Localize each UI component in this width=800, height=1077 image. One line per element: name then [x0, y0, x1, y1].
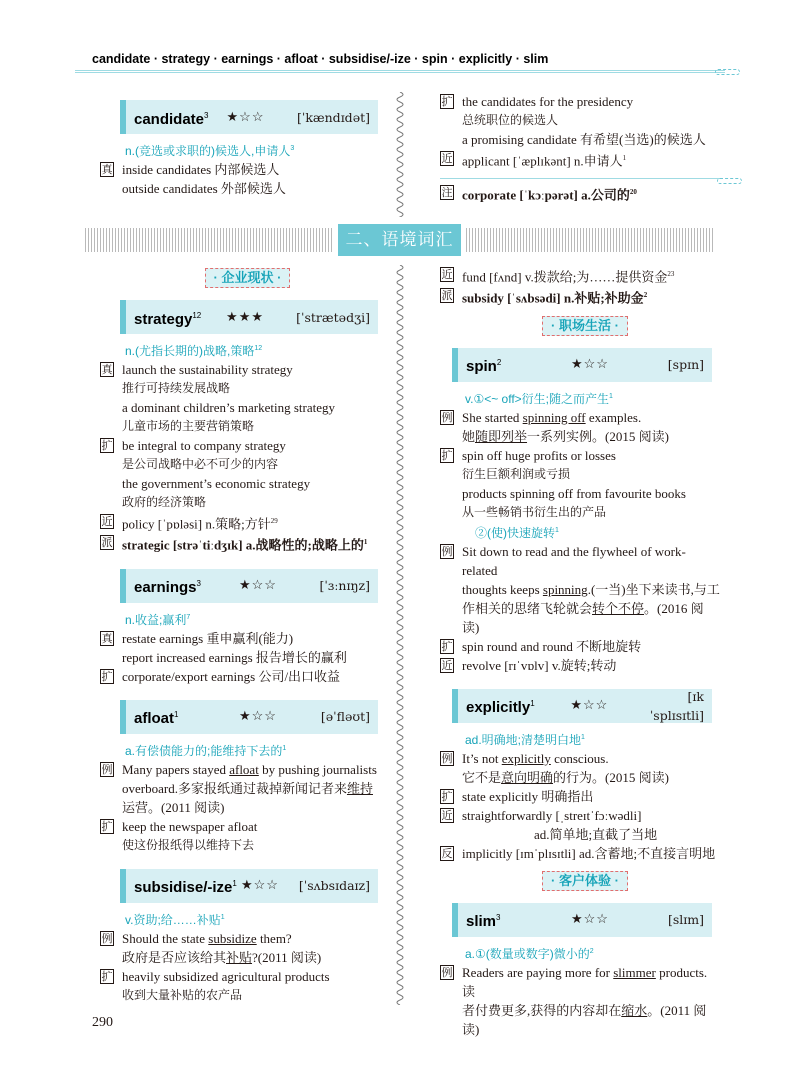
frequency-stars: ★☆☆ — [239, 578, 277, 594]
header-ornament — [715, 69, 740, 75]
expand-block: 扩 corporate/export earnings 公司/出口收益 — [101, 668, 341, 684]
frequency-stars: ★★★ — [226, 309, 265, 325]
expand-block: 扩 the candidates for the presidency 总统职位的候选人 a promising candidate 有希望(当选)的候选人 — [441, 94, 706, 147]
definition: n.(竞选或求职的)候选人,申请人$^3$ — [125, 144, 295, 158]
example-block: 例 Many papers stayed afloat by pushing journalists overboard.多家报纸通过裁掉新闻记者来维持 运营。(2011 阅读) — [101, 761, 377, 815]
word-box — [452, 689, 712, 723]
definition: ad.明确地;清楚明白地$^1$ — [465, 732, 585, 747]
pai-tag: 派 — [441, 289, 453, 303]
zhen-tag: 真 — [101, 163, 113, 176]
synonym-block: 近 applicant [ˈæplɪkənt] n.申请人$^1$ — [441, 152, 627, 169]
word-box — [452, 903, 712, 937]
section-title: 二、语境词汇 — [338, 224, 461, 256]
header-rule — [75, 70, 725, 73]
expand-block: 扩 spin off huge profits or losses 衍生巨额利润或亏损 products spinning off from favourite books 从一些畅销书衍生出的产品 — [441, 447, 686, 519]
expand-block: 扩 state explicitly 明确指出 — [441, 788, 594, 804]
li-tag: 例 — [441, 751, 453, 765]
column-divider-top — [392, 92, 408, 217]
phonetic: [ɪkˈsplɪsɪtli] — [649, 688, 705, 723]
phonetic: [slɪm] — [667, 912, 704, 928]
zhu-tag: 注 — [441, 186, 453, 200]
kuo-tag: 扩 — [441, 639, 453, 653]
li-tag: 例 — [441, 544, 453, 558]
example-block: 例 It’s not explicitly conscious. 它不是意向明确的行为。(2015 阅读) — [441, 750, 669, 785]
note-block: 注 corporate [ˈkɔːpərət] a.公司的$^{20}$ — [440, 178, 720, 204]
phonetic: [ˈsʌbsɪdaɪz] — [298, 878, 370, 894]
word-box — [120, 100, 378, 134]
frequency-stars: ★☆☆ — [570, 698, 609, 714]
definition: n.(尤指长期的)战略,策略$^{12}$ — [125, 344, 263, 358]
headword: spin$^2$ — [466, 358, 502, 376]
pai-tag: 派 — [101, 536, 113, 550]
kuo-tag: 扩 — [101, 439, 113, 452]
word-box — [120, 869, 378, 903]
li-tag: 例 — [441, 965, 453, 979]
definition: v.资助;给……补贴$^1$ — [125, 912, 225, 927]
zhen-tag: 真 — [101, 631, 113, 645]
kuo-tag: 扩 — [441, 448, 453, 462]
entry-slim — [440, 903, 720, 1039]
entry-strategy — [100, 300, 385, 555]
jin-tag: 近 — [441, 658, 453, 672]
word-box — [452, 348, 712, 382]
zhen-tag: 真 — [101, 363, 113, 376]
headword: earnings$^3$ — [134, 579, 201, 597]
page-number: 290 — [92, 1015, 113, 1030]
frequency-stars: ★☆☆ — [226, 109, 265, 125]
word-box — [120, 300, 378, 334]
category-customer: · 客户体验 · — [542, 871, 628, 891]
phonetic: [ˈɜːnɪŋz] — [319, 578, 370, 594]
expand-block: 扩 be integral to company strategy 是公司战略中必不可少的内容 the government’s economic strategy 政府的经济策略 — [101, 438, 311, 509]
entry-candidate-cont — [440, 92, 720, 205]
entry-earnings — [100, 569, 385, 686]
column-divider-bottom — [392, 265, 408, 1005]
expand-block: 扩 spin round and round 不断地旋转 — [441, 638, 642, 654]
li-tag: 例 — [441, 410, 453, 424]
example-block: 例 Readers are paying more for slimmer products.读 者付费更多,获得的内容却在缩水。(2011 阅读) — [441, 964, 708, 1037]
jin-tag: 近 — [441, 808, 453, 822]
expand-block: 扩 heavily subsidized agricultural products 收到大量补贴的农产品 — [101, 968, 330, 1002]
jin-tag: 近 — [441, 152, 453, 165]
definition: a.有偿债能力的;能维持下去的$^1$ — [125, 743, 287, 758]
example-block: 例 She started spinning off examples. 她随即列举一系列实例。(2015 阅读) — [441, 409, 669, 444]
headword: slim$^3$ — [466, 913, 501, 931]
definition-2: ②(使)快速旋转$^1$ — [475, 525, 559, 540]
headword: subsidise/-ize$^1$ — [134, 879, 237, 897]
definition-1: v.①<~ off>衍生;随之而产生$^1$ — [465, 391, 613, 406]
jin-tag: 近 — [441, 268, 453, 281]
example-block: 例 Sit down to read and the flywheel of work-related thoughts keeps spinning.(一当)坐下来读书,与工 作相关的思绪飞轮就会转个不停。(2016 阅读) — [441, 543, 720, 635]
phonetic: [ˈstrætədʒi] — [296, 309, 370, 325]
derivative-block: 派 strategic [strəˈtiːdʒɪk] a.战略性的;战略上的$^1$ — [101, 536, 368, 553]
kuo-tag: 扩 — [101, 969, 113, 983]
expand-block: 扩 keep the newspaper afloat 使这份报纸得以维持下去 — [101, 818, 258, 852]
definition: n.收益;赢利$^7$ — [125, 612, 191, 627]
entry-subsidise — [100, 869, 385, 1005]
headword: candidate$^3$ — [134, 110, 209, 128]
note-ornament — [717, 178, 742, 184]
phonetic: [spɪn] — [667, 357, 704, 373]
entry-candidate — [100, 100, 385, 198]
frequency-stars: ★☆☆ — [571, 357, 609, 373]
fan-tag: 反 — [441, 846, 453, 860]
kuo-tag: 扩 — [441, 95, 453, 108]
category-business: · 企业现状 · — [205, 268, 291, 288]
category-workplace: · 职场生活 · — [542, 316, 628, 336]
definition: a.①(数量或数字)微小的$^2$ — [465, 946, 594, 961]
headword: afloat$^1$ — [134, 710, 179, 728]
kuo-tag: 扩 — [441, 789, 453, 803]
synonym-block: 近 straightforwardly [ˌstreɪtˈfɔːwədli] ad.简单地;直截了当地 — [441, 807, 658, 842]
example-block: 例 Should the state subsidize them? 政府是否应该给其补贴?(2011 阅读) — [101, 930, 322, 965]
word-box — [120, 700, 378, 734]
section-stripes-left — [85, 228, 333, 252]
entry-afloat — [100, 700, 385, 855]
real-exam-block: 真 restate earnings 重申赢利(能力) report increased earnings 报告增长的赢利 — [101, 630, 347, 665]
derivative-block: 派 subsidy [ˈsʌbsədi] n.补贴;补助金$^2$ — [441, 289, 648, 306]
running-header: candidate · strategy · earnings · afloat · subsidise/-ize · spin · explicitly · slim — [92, 52, 549, 66]
word-box — [120, 569, 378, 603]
phonetic: [ˈkændɪdət] — [297, 109, 370, 125]
kuo-tag: 扩 — [101, 669, 113, 683]
frequency-stars: ★☆☆ — [571, 912, 609, 928]
kuo-tag: 扩 — [101, 819, 113, 833]
headword: explicitly$^1$ — [466, 699, 535, 717]
real-exam-block: 真 launch the sustainability strategy 推行可持续发展战略 a dominant children’s marketing strategy 儿童市场的主要营销策略 — [101, 362, 335, 433]
synonym-block: 近 fund [fʌnd] v.拨款给;为……提供资金$^{23}$ — [441, 268, 675, 285]
synonym-block: 近 revolve [rɪˈvɒlv] v.旋转;转动 — [441, 657, 617, 673]
entry-explicitly — [440, 689, 720, 863]
frequency-stars: ★☆☆ — [240, 878, 279, 894]
phonetic: [əˈfləʊt] — [320, 709, 370, 725]
synonym-block: 近 policy [ˈpɒləsi] n.策略;方针$^{29}$ — [101, 515, 278, 532]
frequency-stars: ★☆☆ — [239, 709, 277, 725]
li-tag: 例 — [101, 931, 113, 945]
right-column — [440, 265, 720, 1039]
section-stripes-right — [466, 228, 714, 252]
li-tag: 例 — [101, 762, 113, 776]
entry-spin — [440, 348, 720, 675]
jin-tag: 近 — [101, 515, 113, 528]
left-column — [100, 268, 385, 1005]
antonym-block: 反 implicitly [ɪmˈplɪsɪtli] ad.含蓄地;不直接言明地 — [441, 845, 716, 861]
real-exam-block: 真 inside candidates 内部候选人 outside candidates 外部候选人 — [101, 162, 286, 196]
headword: strategy$^{12}$ — [134, 310, 202, 328]
